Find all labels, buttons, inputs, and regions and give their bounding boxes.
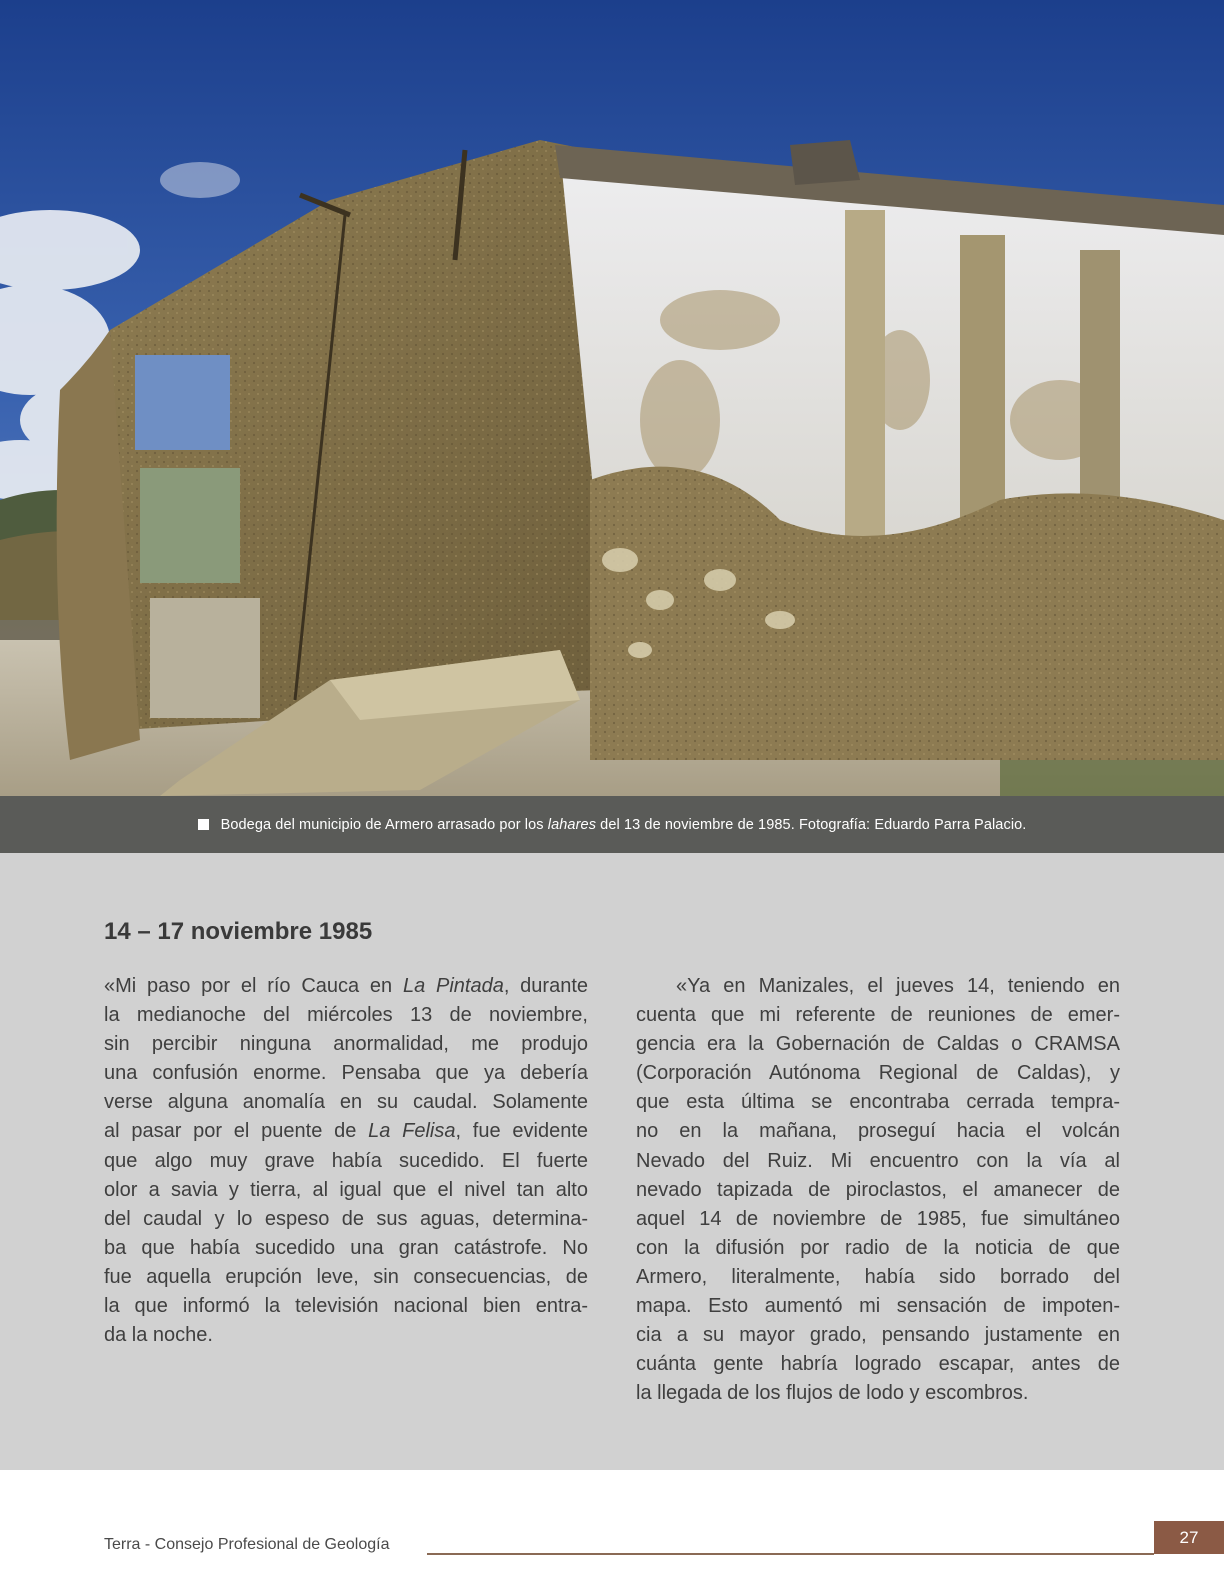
caption-italic-term: lahares: [547, 816, 597, 833]
text-line: al pasar por el puente de La Felisa, fue evidente: [104, 1120, 588, 1143]
text-line: «Ya en Manizales, el jueves 14, teniendo en: [676, 975, 1120, 997]
square-bullet-icon: [198, 819, 209, 830]
text-line: mapa. Esto aumentó mi sensación de impoten-: [636, 1295, 1120, 1318]
caption-text-start: Bodega del municipio de Armero arrasado por los: [220, 816, 548, 833]
text-line: verse alguna anomalía en su caudal. Solamente: [104, 1091, 588, 1114]
text-line: que esta última se encontraba cerrada tempra-: [636, 1091, 1120, 1114]
text-line: olor a savia y tierra, al igual que el nivel tan alto: [104, 1178, 588, 1201]
photo-caption: [221, 817, 1027, 833]
text-line: con la difusión por radio de la noticia de que: [636, 1236, 1120, 1259]
text-line: del caudal y lo espeso de sus aguas, determina-: [104, 1207, 588, 1230]
caption-text-end: del 13 de noviembre de 1985. Fotografía: Eduardo Parra Palacio.: [596, 816, 1027, 833]
column-left: [104, 972, 588, 1350]
text-line: (Corporación Autónoma Regional de Caldas), y: [636, 1062, 1120, 1085]
text-line: que algo muy grave había sucedido. El fuerte: [104, 1149, 588, 1172]
text-line: «Mi paso por el río Cauca en La Pintada, durante: [104, 975, 588, 997]
text-line: la llegada de los flujos de lodo y escombros.: [636, 1382, 1029, 1405]
photo-caption-bar: [0, 796, 1224, 853]
concrete-column: [845, 210, 885, 550]
footer-divider: [427, 1553, 1154, 1555]
text-line: la medianoche del miércoles 13 de noviembre,: [104, 1004, 588, 1027]
page-number-badge: 27: [1154, 1521, 1224, 1554]
text-line: ba que había sucedido una gran catástrofe. No: [104, 1236, 588, 1259]
text-line: da la noche.: [104, 1324, 213, 1347]
text-line: Nevado del Ruiz. Mi encuentro con la vía al: [636, 1149, 1120, 1172]
window-opening: [140, 468, 240, 583]
text-line: la que informó la televisión nacional bien entra-: [104, 1295, 588, 1318]
text-line: nevado tapizada de piroclastos, el amanecer de: [636, 1178, 1120, 1201]
text-line: fue aquella erupción leve, sin consecuencias, de: [104, 1265, 588, 1288]
text-line: gencia era la Gobernación de Caldas o CRAMSA: [636, 1033, 1120, 1056]
text-line: una confusión enorme. Pensaba que ya debería: [104, 1062, 588, 1085]
column-right: [636, 972, 1120, 1408]
text-line: no en la mañana, proseguí hacia el volcán: [636, 1120, 1120, 1143]
window-opening: [150, 598, 260, 718]
text-line: cia a su mayor grado, pensando justamente en: [636, 1324, 1120, 1347]
text-line: cuenta que mi referente de reuniones de emer-: [636, 1004, 1120, 1027]
window-opening: [135, 355, 230, 450]
footer-publication: Terra - Consejo Profesional de Geología: [104, 1536, 390, 1553]
text-line: aquel 14 de noviembre de 1985, fue simultáneo: [636, 1207, 1120, 1230]
text-line: sin percibir ninguna anormalidad, me produjo: [104, 1033, 588, 1056]
text-line: Armero, literalmente, había sido borrado del: [636, 1265, 1120, 1288]
text-line: cuánta gente habría logrado escapar, antes de: [636, 1353, 1120, 1376]
section-heading: 14 – 17 noviembre 1985: [104, 918, 373, 945]
